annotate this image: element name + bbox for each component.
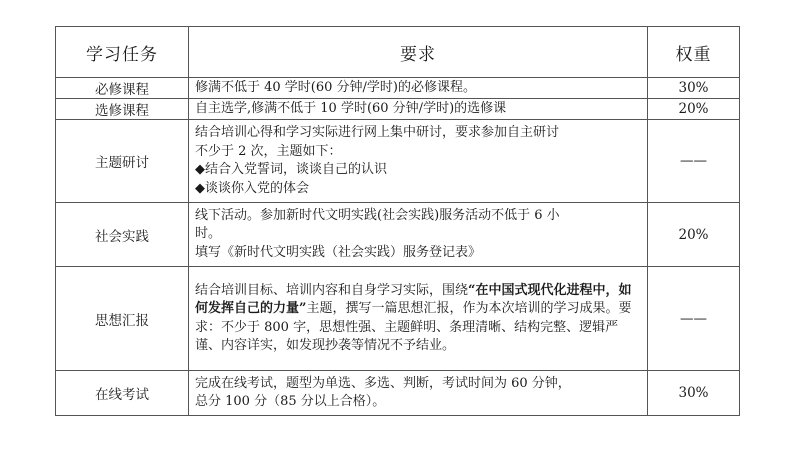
requirement-line: 修满不低于 40 学时(60 分钟/学时)的必修课程。: [195, 79, 477, 95]
report-theme: “在中国式现代化进程中，如何发挥自己的力量”: [195, 282, 632, 316]
weight-cell: ——: [648, 267, 740, 371]
weight-cell: ——: [648, 120, 740, 203]
requirement-line: 线下活动。参加新时代文明实践(社会实践)服务活动不低于 6 小: [195, 207, 560, 223]
task-cell: 主题研讨: [56, 120, 189, 203]
requirement-cell: [189, 120, 648, 203]
requirement-line: 总分 100 分（85 分以上合格）。: [195, 394, 386, 409]
requirement-line: 完成在线考试，题型为单选、多选、判断，考试时间为 60 分钟，: [195, 375, 571, 391]
task-cell: 思想汇报: [56, 267, 189, 371]
requirement-cell: [189, 371, 648, 416]
header-row: [56, 27, 740, 78]
table-row: [56, 120, 740, 203]
bullet-item: ◆谈谈你入党的体会: [195, 180, 309, 196]
header-task: 学习任务: [56, 27, 189, 78]
requirement-cell: [189, 78, 648, 99]
requirement-text: 主题，撰写一篇思想汇报，作为本次培训的学习成果。要求：不少于 800 字，思想性强、主题鲜明、条理清晰、结构完整、逻辑严谨、内容详实，如发现抄袭等情况不予结业。: [195, 301, 632, 353]
table-row: [56, 78, 740, 99]
task-cell: 社会实践: [56, 203, 189, 267]
table-row: [56, 371, 740, 416]
header-requirement: 要求: [189, 27, 648, 78]
task-cell: 选修课程: [56, 99, 189, 120]
table-row: [56, 203, 740, 267]
requirement-line: 不少于 2 次，主题如下：: [195, 143, 342, 159]
requirement-cell: [189, 99, 648, 120]
requirement-line: 自主选学,修满不低于 10 学时(60 分钟/学时)的选修课: [195, 100, 507, 116]
task-cell: 在线考试: [56, 371, 189, 416]
requirement-paragraph: [195, 282, 641, 356]
weight-cell: 30%: [648, 371, 740, 416]
requirement-line: 时。: [195, 226, 222, 242]
requirement-line: 结合培训心得和学习实际进行网上集中研讨，要求参加自主研讨: [195, 125, 560, 140]
requirement-text: 结合培训目标、培训内容和自身学习实际，围绕: [195, 282, 469, 298]
bullet-item: ◆结合入党誓词，谈谈自己的认识: [195, 162, 387, 177]
table-row: [56, 267, 740, 371]
weight-cell: 30%: [648, 78, 740, 99]
requirement-cell: [189, 267, 648, 371]
header-weight: 权重: [648, 27, 740, 78]
task-cell: 必修课程: [56, 78, 189, 99]
weight-cell: 20%: [648, 203, 740, 267]
learning-requirements-table: [55, 26, 740, 416]
requirement-cell: [189, 203, 648, 267]
table-row: [56, 99, 740, 120]
requirement-line: 填写《新时代文明实践（社会实践）服务登记表》: [195, 244, 482, 260]
weight-cell: 20%: [648, 99, 740, 120]
